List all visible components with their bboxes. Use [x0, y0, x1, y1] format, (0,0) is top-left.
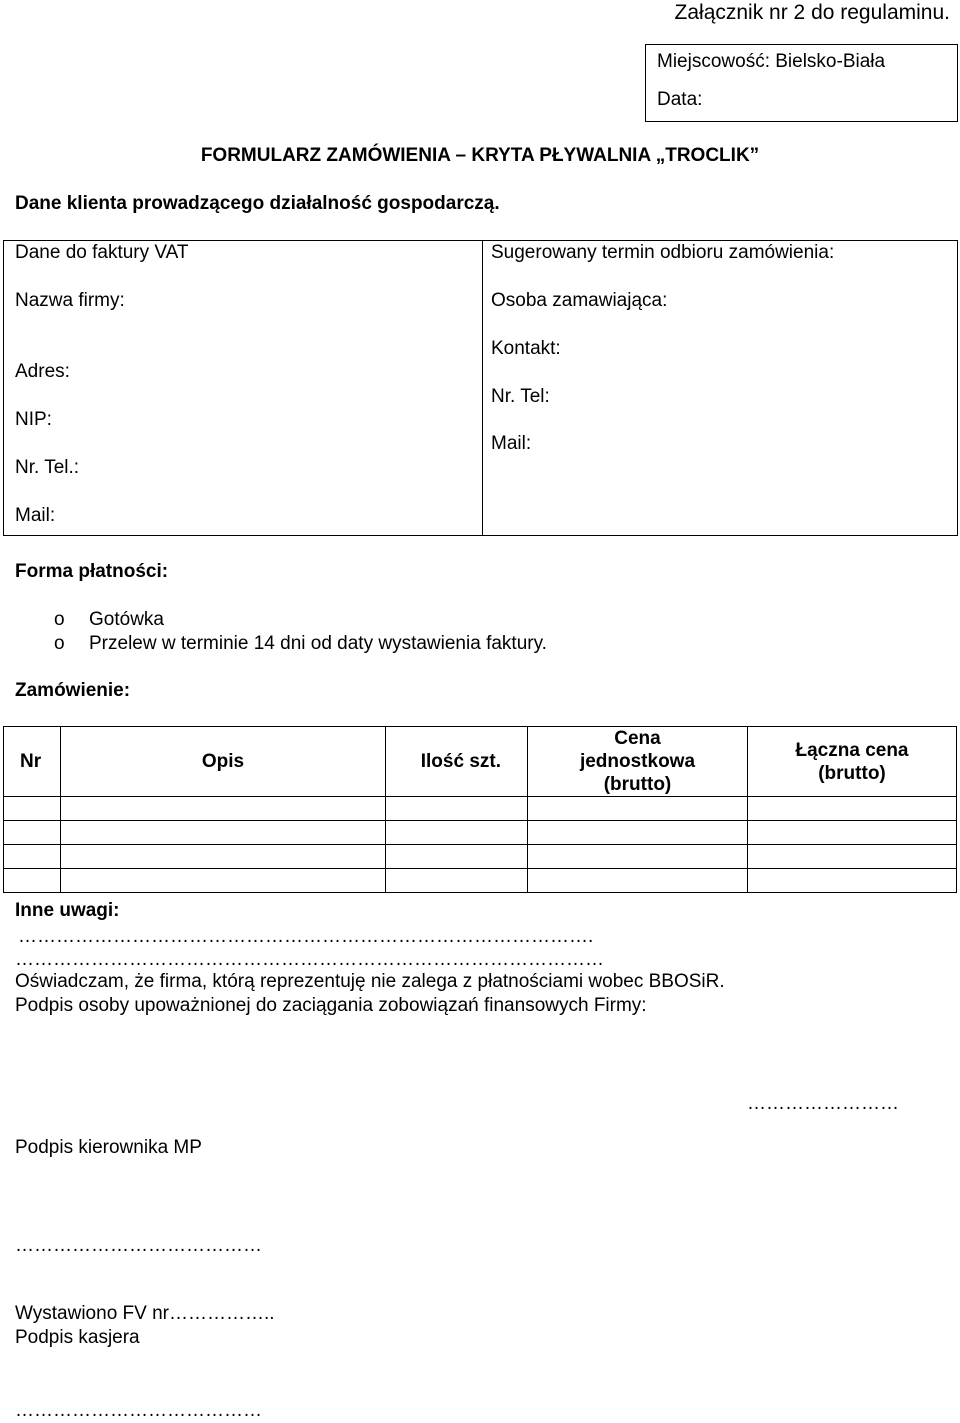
table-cell[interactable]: [386, 869, 528, 893]
table-cell[interactable]: [386, 821, 528, 845]
contact-phone-field[interactable]: Nr. Tel:: [491, 386, 550, 407]
table-cell[interactable]: [4, 821, 61, 845]
payment-option-cash[interactable]: Gotówka: [89, 609, 164, 630]
vat-label: Dane do faktury VAT: [15, 242, 189, 263]
col-quantity: Ilość szt.: [386, 727, 528, 797]
table-cell[interactable]: [748, 821, 957, 845]
col-unit-price: Cena jednostkowa (brutto): [528, 727, 748, 797]
table-cell[interactable]: [4, 845, 61, 869]
order-label: Zamówienie:: [15, 680, 131, 701]
manager-signature-label: Podpis kierownika MP: [15, 1137, 202, 1158]
col-total-price: Łączna cena (brutto): [748, 727, 957, 797]
contact-label: Kontakt:: [491, 338, 561, 359]
company-name-field[interactable]: Nazwa firmy:: [15, 290, 125, 311]
form-title: FORMULARZ ZAMÓWIENIA – KRYTA PŁYWALNIA „TROCLIK”: [200, 145, 760, 166]
signature-dots-right[interactable]: ……………………: [747, 1093, 899, 1114]
col-description: Opis: [61, 727, 386, 797]
contact-mail-field[interactable]: Mail:: [491, 433, 532, 454]
bullet-icon[interactable]: o: [54, 633, 65, 654]
table-cell[interactable]: [528, 869, 748, 893]
debt-statement: Oświadczam, że firma, którą reprezentuję nie zalega z płatnościami wobec BBOSiR.: [15, 971, 725, 992]
signature-prompt: Podpis osoby upoważnionej do zaciągania zobowiązań finansowych Firmy:: [15, 995, 647, 1016]
table-cell[interactable]: [748, 797, 957, 821]
table-cell[interactable]: [528, 797, 748, 821]
table-cell[interactable]: [61, 869, 386, 893]
table-cell[interactable]: [748, 869, 957, 893]
table-cell[interactable]: [748, 845, 957, 869]
ordering-person-field[interactable]: Osoba zamawiająca:: [491, 290, 668, 311]
table-row[interactable]: [4, 821, 957, 845]
col-nr: Nr: [4, 727, 61, 797]
table-cell[interactable]: [61, 797, 386, 821]
table-row[interactable]: [4, 869, 957, 893]
table-row[interactable]: [4, 797, 957, 821]
pickup-date-field[interactable]: Sugerowany termin odbioru zamówienia:: [491, 242, 835, 263]
table-cell[interactable]: [528, 821, 748, 845]
column-divider: [482, 241, 483, 535]
table-cell[interactable]: [528, 845, 748, 869]
address-field[interactable]: Adres:: [15, 361, 70, 382]
date-label: Data:: [657, 89, 703, 110]
table-row[interactable]: [4, 845, 957, 869]
order-header-row: [4, 727, 957, 797]
notes-dots-line-2[interactable]: …………………………………………………………………………………: [15, 949, 604, 970]
invoice-number-label[interactable]: Wystawiono FV nr……………..: [15, 1303, 275, 1324]
place-label: Miejscowość: Bielsko-Biała: [657, 51, 886, 72]
table-cell[interactable]: [386, 797, 528, 821]
order-table: [3, 726, 957, 893]
table-cell[interactable]: [61, 845, 386, 869]
notes-label: Inne uwagi:: [15, 900, 120, 921]
manager-signature-dots[interactable]: …………………………………: [15, 1235, 262, 1256]
table-cell[interactable]: [4, 869, 61, 893]
nip-field[interactable]: NIP:: [15, 409, 52, 430]
client-data-table: [3, 240, 958, 536]
payment-option-transfer[interactable]: Przelew w terminie 14 dni od daty wystawienia faktury.: [89, 633, 547, 654]
bullet-icon[interactable]: o: [54, 609, 65, 630]
client-section-title: Dane klienta prowadzącego działalność gospodarczą.: [15, 193, 500, 214]
attachment-note: Załącznik nr 2 do regulaminu.: [674, 1, 950, 24]
table-cell[interactable]: [4, 797, 61, 821]
table-cell[interactable]: [386, 845, 528, 869]
mail-field[interactable]: Mail:: [15, 505, 56, 526]
notes-dots-line-1[interactable]: ……………………………………………………………………………….: [18, 926, 594, 947]
table-cell[interactable]: [61, 821, 386, 845]
payment-label: Forma płatności:: [15, 561, 169, 582]
phone-field[interactable]: Nr. Tel.:: [15, 457, 80, 478]
cashier-signature-dots[interactable]: …………………………………: [15, 1400, 262, 1421]
cashier-signature-label: Podpis kasjera: [15, 1327, 140, 1348]
